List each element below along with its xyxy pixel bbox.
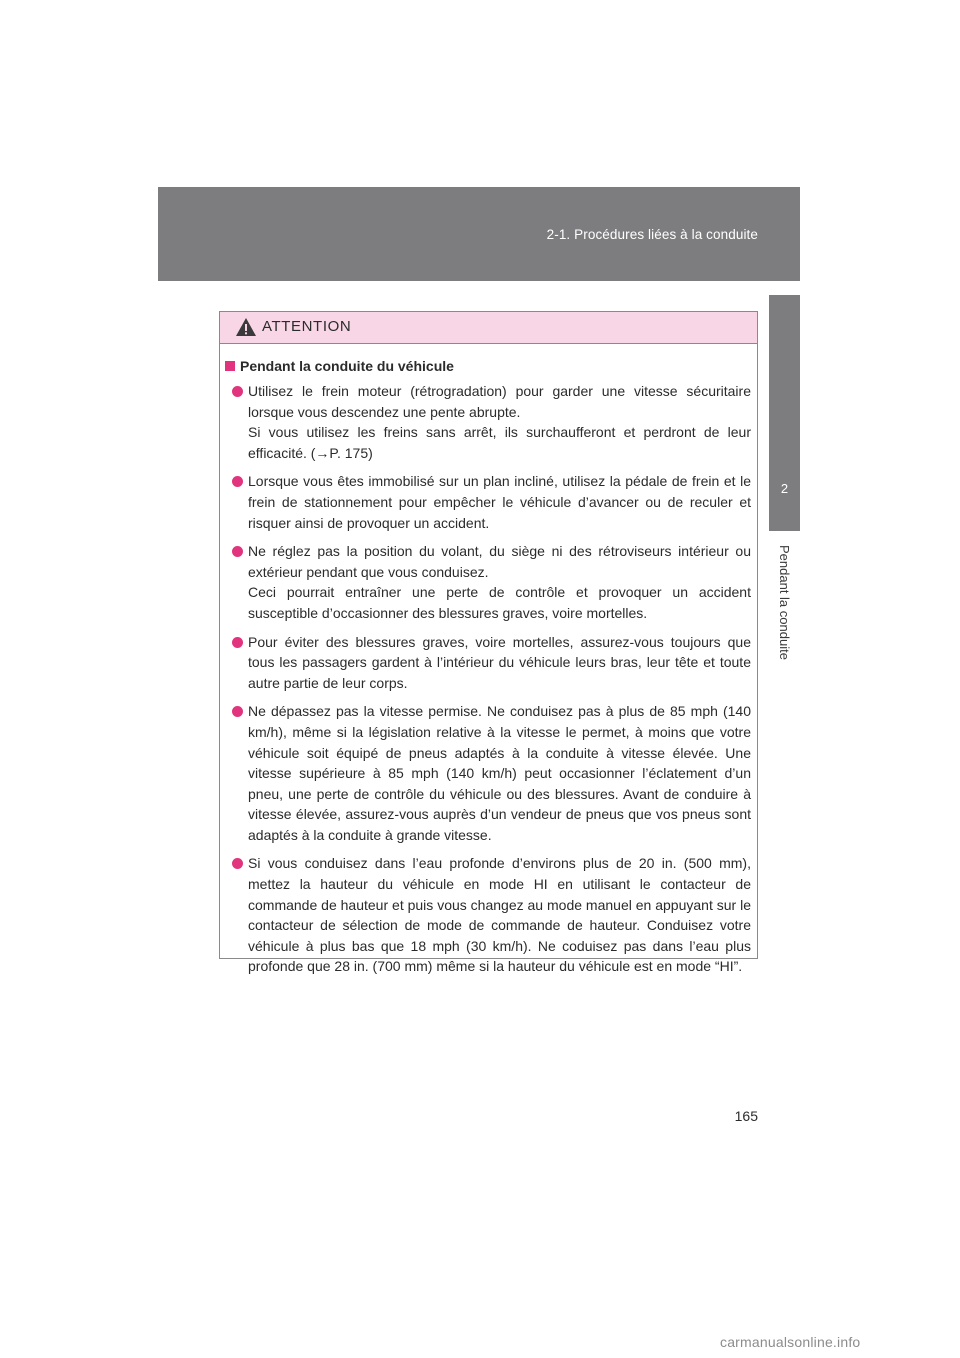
list-item (225, 853, 751, 977)
warning-body (220, 344, 757, 977)
round-bullet-icon (232, 386, 243, 397)
list-item-text: Si vous conduisez dans l’eau profonde d’environs plus de 20 in. (500 mm), mettez la hauteur du véhicule en mode HI en utilisant le contacteur de commande de hauteur et puis vous changez au mode manuel en appuyant sur le contacteur de sélection de mode de commande de hauteur. Conduisez votre véhicule à plus bas que 18 mph (30 km/h). Ne coduisez pas dans l’eau plus profonde que 28 in. (700 mm) même si la hauteur du véhicule est en mode “HI”. (248, 855, 751, 975)
list-item (225, 381, 751, 463)
warning-triangle-icon (235, 317, 257, 337)
round-bullet-icon (232, 476, 243, 487)
chapter-side-tab (769, 295, 800, 531)
chapter-title: 2-1. Procédures liées à la conduite (546, 227, 758, 242)
list-item-text: Ne réglez pas la position du volant, du siège ni des rétroviseurs intérieur ou extérieur pendant que vous conduisez. (248, 543, 751, 580)
round-bullet-icon (232, 546, 243, 557)
round-bullet-icon (232, 637, 243, 648)
warning-title: ATTENTION (262, 318, 352, 335)
list-item (225, 471, 751, 533)
chapter-header-band (158, 187, 800, 281)
page-number: 165 (734, 1108, 758, 1124)
chapter-side-label (769, 545, 800, 685)
list-item (225, 701, 751, 845)
chapter-number: 2 (780, 481, 789, 496)
list-item (225, 541, 751, 623)
warning-list (225, 381, 751, 977)
square-bullet-icon (225, 361, 235, 371)
list-item-text: Utilisez le frein moteur (rétrogradation) pour garder une vitesse sécuritaire lorsque vous descendez une pente abrupte. (248, 383, 751, 420)
list-item-text: Pour éviter des blessures graves, voire mortelles, assurez-vous toujours que tous les passagers gardent à l’intérieur du véhicule leurs bras, leur tête et toute autre partie de leur corps. (248, 633, 751, 691)
round-bullet-icon (232, 706, 243, 717)
warning-box (219, 311, 758, 975)
chapter-side-label-text: Pendant la conduite (776, 545, 792, 660)
list-item-text: Ne dépassez pas la vitesse permise. Ne conduisez pas à plus de 85 mph (140 km/h), même si la législation relative à la vitesse le permet, à moins que votre véhicule soit équipé de pneus adaptés à la conduite à vitesse élevée. Une vitesse supérieure à 85 mph (140 km/h) peut occasionner l’éclatement d’un pneu, une perte de contrôle du véhicule ou des blessures. Avant de conduire à vitesse élevée, assurez-vous auprès d’un vendeur de pneus que vos pneus sont adaptés à la conduite à grande vitesse. (248, 703, 751, 843)
section-heading-text: Pendant la conduite du véhicule (240, 358, 454, 374)
warning-header (220, 312, 757, 344)
watermark[interactable]: carmanualsonline.info (720, 1334, 861, 1350)
section-heading (225, 355, 751, 377)
list-item (225, 632, 751, 694)
list-item-text: Lorsque vous êtes immobilisé sur un plan incliné, utilisez la pédale de frein et le frein de stationnement pour empêcher le véhicule d’avancer ou de reculer et risquer ainsi de provoquer un accident. (248, 473, 751, 531)
round-bullet-icon (232, 858, 243, 869)
list-item-text: Si vous utilisez les freins sans arrêt, ils surchaufferont et perdront de leur efficacité. (→P. 175) (248, 424, 751, 461)
list-item-text: Ceci pourrait entraîner une perte de contrôle et provoquer un accident susceptible d’occasionner des blessures graves, voire mortelles. (248, 584, 751, 621)
